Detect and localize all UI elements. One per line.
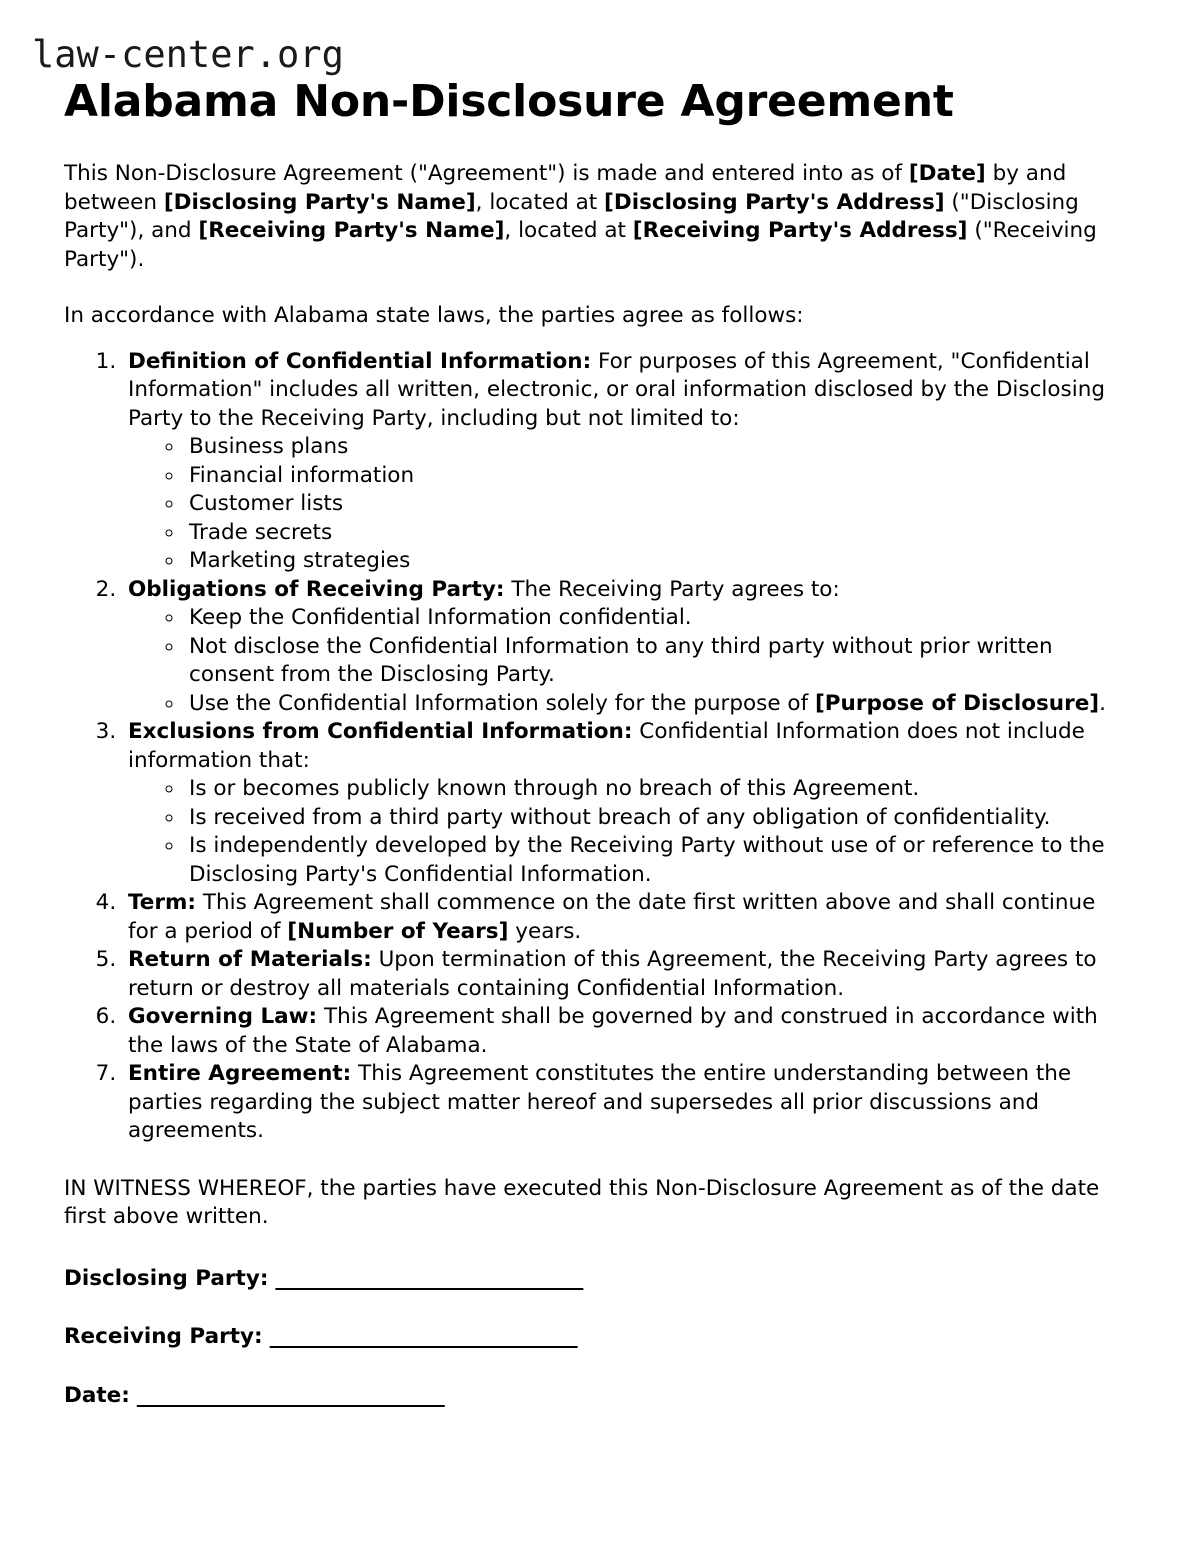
intro-text-3: , located at	[475, 189, 605, 215]
signature-receiving-party	[64, 1323, 1128, 1352]
list-item: ◦ Is independently developed by the Receiving Party without use of or reference to the Disclosing Party's Confidential Information.	[185, 832, 1128, 889]
clause-title: Governing Law:	[128, 1004, 318, 1030]
signature-label: Disclosing Party:	[64, 1265, 269, 1291]
clause-title: Exclusions from Confidential Information:	[128, 719, 633, 745]
sub-text-post: .	[1099, 690, 1106, 716]
clause-title: Entire Agreement:	[128, 1061, 352, 1087]
list-item: ◦ Is received from a third party without breach of any obligation of confidentiality.	[185, 804, 1128, 833]
clause-sublist-exclusions	[128, 775, 1128, 889]
receiving-party-address-placeholder: [Receiving Party's Address]	[632, 218, 968, 244]
clause-body: For purposes of this Agreement, "Confidential Information" includes all written, electronic, or oral information disclosed by the Disclosing Party to the Receiving Party, including but not limited to:	[128, 348, 1105, 431]
clause-body: The Receiving Party agrees to:	[504, 576, 840, 602]
clause-item-return-of-materials	[123, 946, 1128, 1003]
clause-sublist-obligations	[128, 604, 1128, 718]
list-item: ◦ Business plans	[185, 433, 1128, 462]
list-item	[185, 690, 1128, 719]
witness-paragraph: IN WITNESS WHEREOF, the parties have executed this Non-Disclosure Agreement as of the date first above written.	[64, 1175, 1100, 1230]
signature-label: Receiving Party:	[64, 1324, 263, 1350]
clause-body-post: years.	[508, 918, 582, 944]
intro-text-4: ("Disclosing Party"), and	[64, 189, 1079, 244]
intro-text-5: , located at	[504, 218, 633, 244]
clause-body: Confidential Information does not include information that:	[128, 719, 1085, 773]
clause-body: This Agreement constitutes the entire understanding between the parties regarding the subject matter hereof and supersedes all prior discussions and agreements.	[128, 1061, 1072, 1144]
signature-rule: ______________________________	[129, 1382, 445, 1408]
list-item: ◦ Marketing strategies	[185, 547, 1128, 576]
disclosing-party-address-placeholder: [Disclosing Party's Address]	[604, 189, 945, 215]
disclosing-party-name-placeholder: [Disclosing Party's Name]	[163, 189, 476, 215]
list-item: ◦ Not disclose the Confidential Information to any third party without prior written consent from the Disclosing Party.	[185, 633, 1128, 690]
document-body	[0, 160, 1191, 1410]
list-item: ◦ Customer lists	[185, 490, 1128, 519]
clause-body: Upon termination of this Agreement, the Receiving Party agrees to return or destroy all materials containing Confidential Information.	[128, 947, 1097, 1001]
intro-text-2: by and between	[64, 161, 1067, 215]
signature-rule: ______________________________	[262, 1324, 578, 1350]
clause-item-definition	[123, 348, 1128, 576]
signature-label: Date:	[64, 1382, 130, 1408]
list-item: ◦ Trade secrets	[185, 519, 1128, 548]
receiving-party-name-placeholder: [Receiving Party's Name]	[198, 218, 505, 244]
intro-text-1: This Non-Disclosure Agreement ("Agreement") is made and entered into as of	[64, 161, 909, 187]
signature-block	[64, 1265, 1128, 1411]
clause-item-governing-law	[123, 1003, 1128, 1060]
clause-title: Obligations of Receiving Party:	[128, 576, 505, 602]
clause-body: This Agreement shall be governed by and construed in accordance with the laws of the State of Alabama.	[128, 1004, 1098, 1058]
clause-body-pre: This Agreement shall commence on the date first written above and shall continue for a period of	[128, 890, 1096, 944]
signature-date	[64, 1382, 1128, 1411]
clause-item-obligations	[123, 576, 1128, 719]
clause-sublist-definition	[128, 433, 1128, 576]
clause-title: Return of Materials:	[128, 947, 372, 973]
purpose-of-disclosure-placeholder: [Purpose of Disclosure]	[814, 690, 1100, 716]
clause-title: Term:	[128, 890, 196, 916]
number-of-years-placeholder: [Number of Years]	[287, 918, 509, 944]
sub-text-pre: Use the Confidential Information solely for the purpose of	[189, 690, 815, 716]
page-title: Alabama Non-Disclosure Agreement	[64, 76, 954, 127]
site-brand: law-center.org	[32, 33, 344, 76]
signature-rule: ______________________________	[268, 1265, 583, 1291]
accordance-paragraph: In accordance with Alabama state laws, the parties agree as follows:	[64, 303, 804, 329]
date-placeholder: [Date]	[908, 161, 986, 187]
list-item: ◦ Is or becomes publicly known through no breach of this Agreement.	[185, 775, 1128, 804]
clause-item-entire-agreement	[123, 1060, 1128, 1146]
list-item: ◦ Financial information	[185, 462, 1128, 491]
intro-text-6: ("Receiving Party").	[64, 218, 1097, 272]
signature-disclosing-party	[64, 1265, 1128, 1294]
intro-paragraph	[64, 160, 1128, 274]
clause-list	[64, 348, 1128, 1146]
clause-title: Definition of Confidential Information:	[128, 348, 592, 374]
clause-item-term	[123, 889, 1128, 946]
clause-item-exclusions	[123, 718, 1128, 889]
list-item: ◦ Keep the Confidential Information confidential.	[185, 604, 1128, 633]
